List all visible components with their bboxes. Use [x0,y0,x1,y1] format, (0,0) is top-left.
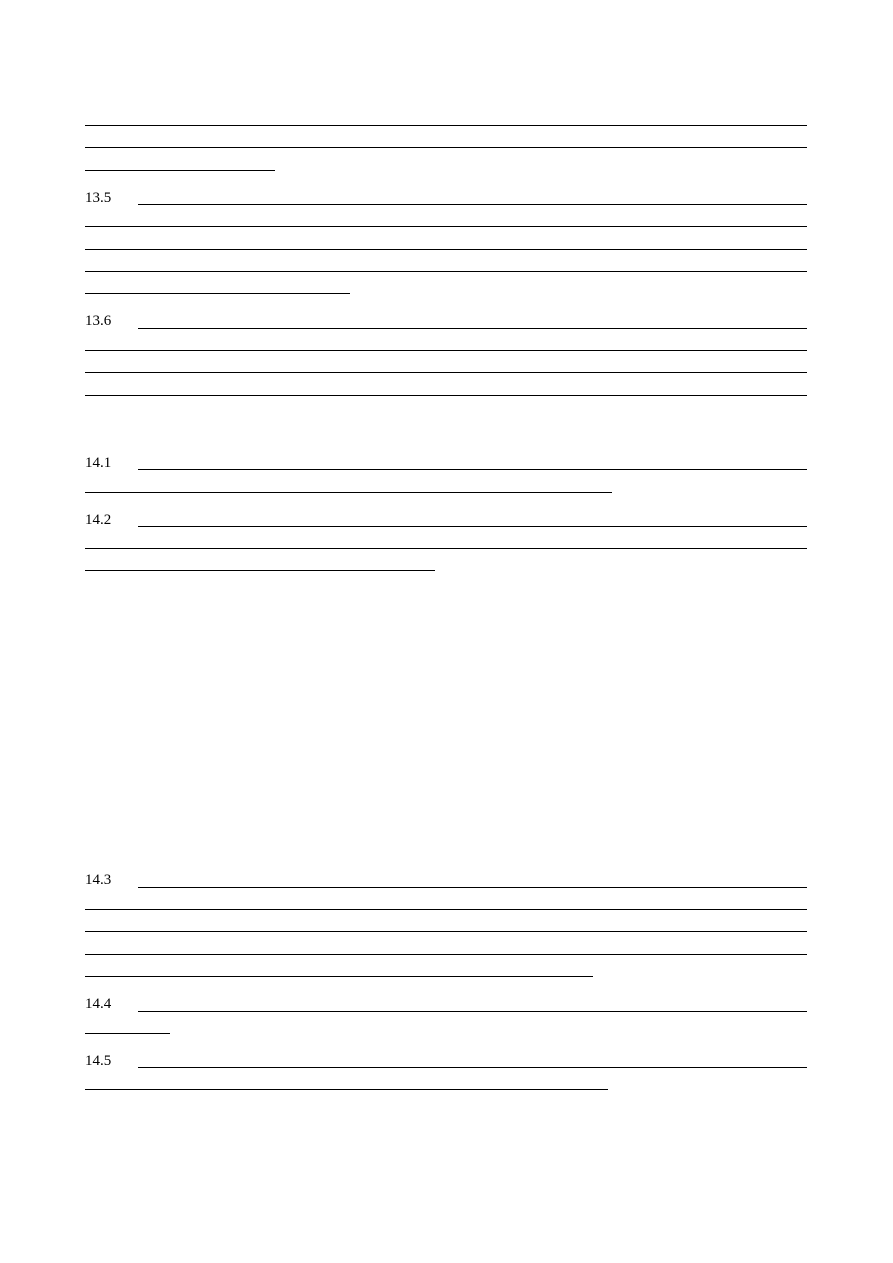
answer-line[interactable] [85,954,807,955]
answer-line[interactable] [85,147,807,148]
question-number-13-5: 13.5 [85,190,112,206]
question-number-14-4: 14.4 [85,996,112,1012]
answer-line[interactable] [85,226,807,227]
answer-line[interactable] [85,931,807,932]
answer-line[interactable] [85,293,350,294]
answer-line[interactable] [85,548,807,549]
answer-line[interactable] [85,976,593,977]
question-number-14-5: 14.5 [85,1053,112,1069]
answer-line[interactable] [138,887,807,888]
answer-line[interactable] [85,909,807,910]
answer-line[interactable] [85,249,807,250]
answer-line[interactable] [138,204,807,205]
answer-line[interactable] [138,1011,807,1012]
answer-line[interactable] [85,271,807,272]
answer-line[interactable] [85,170,275,171]
answer-line[interactable] [85,350,807,351]
answer-line[interactable] [85,372,807,373]
answer-line[interactable] [138,526,807,527]
answer-line[interactable] [85,125,807,126]
question-number-14-3: 14.3 [85,872,112,888]
question-number-14-1: 14.1 [85,455,112,471]
question-number-14-2: 14.2 [85,512,112,528]
answer-line[interactable] [138,469,807,470]
question-number-13-6: 13.6 [85,313,112,329]
answer-line[interactable] [138,328,807,329]
answer-line[interactable] [85,570,435,571]
answer-line[interactable] [138,1067,807,1068]
answer-line[interactable] [85,1089,608,1090]
answer-line[interactable] [85,1033,170,1034]
answer-line[interactable] [85,492,612,493]
answer-line[interactable] [85,395,807,396]
